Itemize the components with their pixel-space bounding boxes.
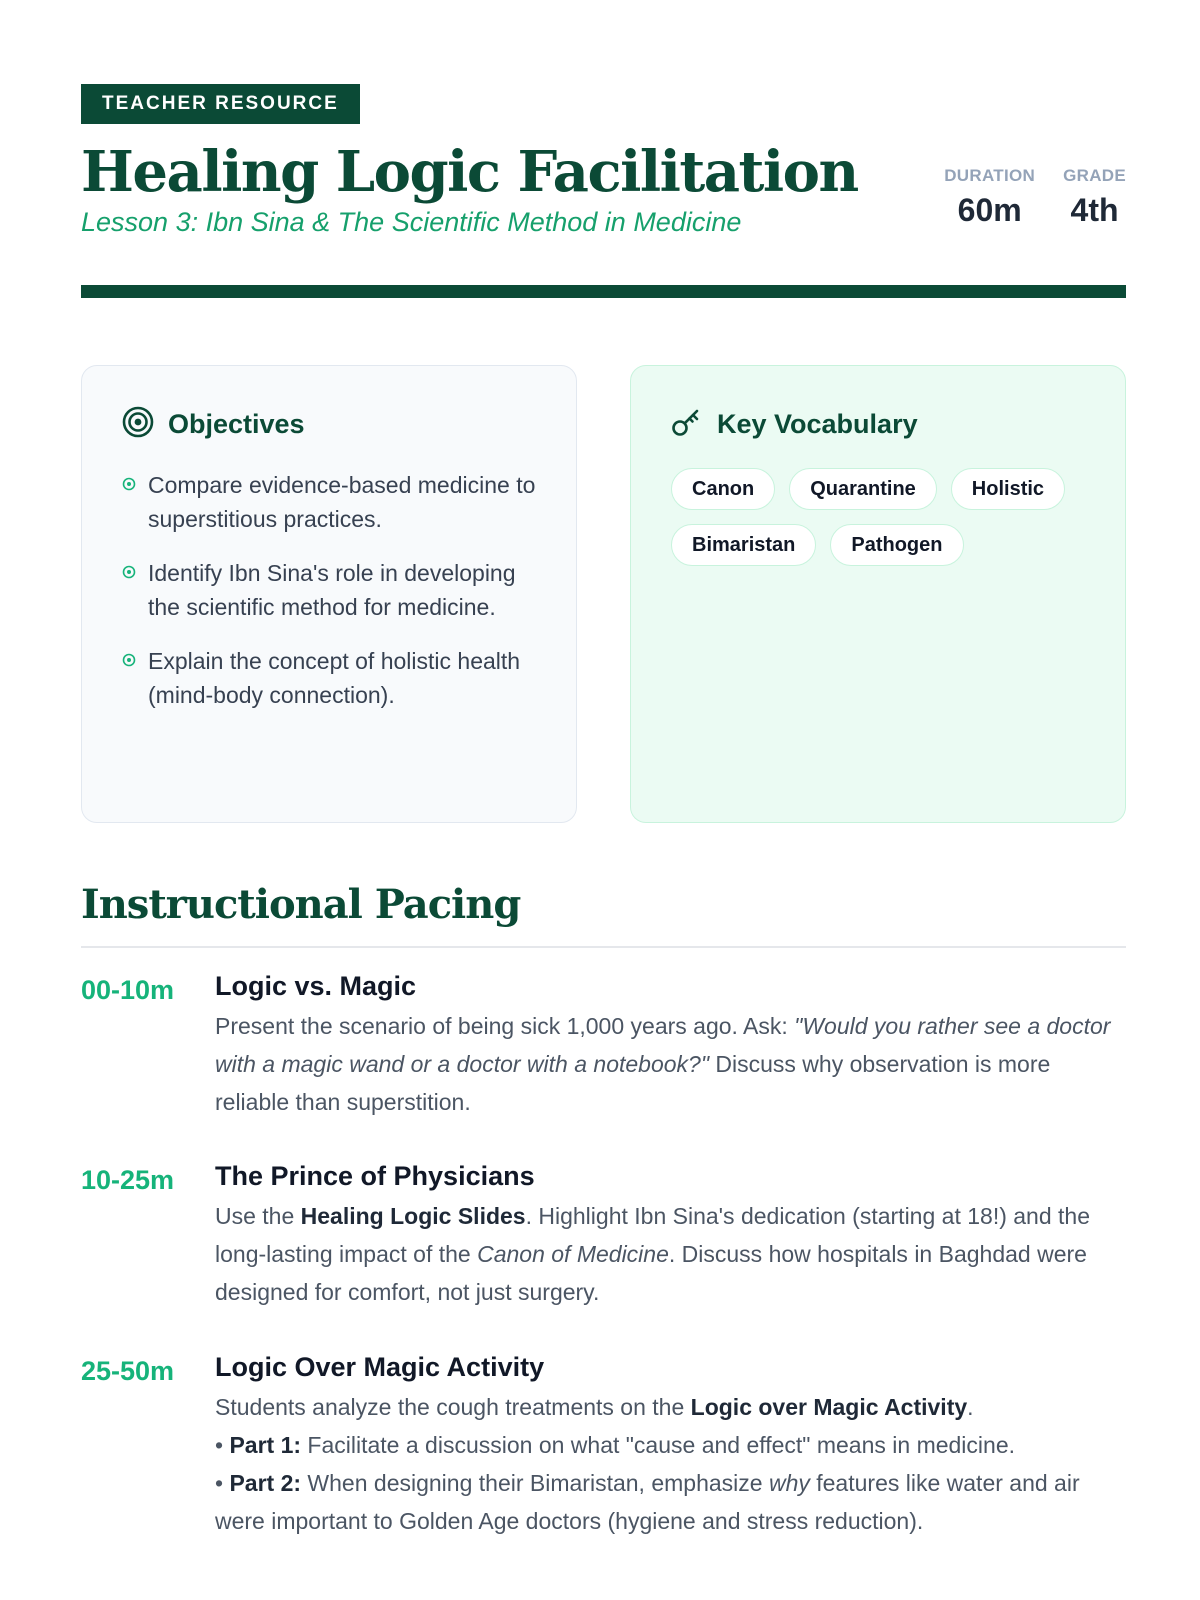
objectives-title: Objectives	[168, 408, 305, 439]
vocab-chip-bimaristan: Bimaristan	[671, 524, 816, 566]
step-description: Present the scenario of being sick 1,000 years ago. Ask: "Would you rather see a doctor with a magic wand or a doctor with a notebook?" Discuss why observation is more reliable than superstition.	[215, 1013, 1111, 1115]
step-part-2: • Part 2: When designing their Bimaristan, emphasize why features like water and air were important to Golden Age doctors (hygiene and stress reduction).	[215, 1470, 1080, 1534]
bullet-circle-icon	[122, 565, 136, 579]
duration-meta	[944, 166, 1035, 229]
grade-value: 4th	[1070, 192, 1119, 228]
vocab-chip-pathogen: Pathogen	[830, 524, 963, 566]
bullet-circle-icon	[122, 653, 136, 667]
step-time: 25-50m	[81, 1356, 175, 1386]
vocabulary-title: Key Vocabulary	[717, 408, 918, 439]
vocabulary-card	[630, 365, 1126, 823]
objectives-card	[81, 365, 577, 823]
vocab-chip-holistic: Holistic	[951, 468, 1065, 510]
objective-text: Compare evidence-based medicine to superstitious practices.	[148, 472, 536, 532]
step-title: Logic Over Magic Activity	[215, 1352, 545, 1382]
lesson-meta	[944, 166, 1126, 229]
step-body	[215, 1350, 1125, 1540]
header	[81, 84, 1126, 237]
grade-meta	[1063, 166, 1126, 229]
page-title: Healing Logic Facilitation	[81, 139, 858, 205]
objective-text: Identify Ibn Sina's role in developing the scientific method for medicine.	[148, 560, 516, 620]
objectives-list	[122, 468, 536, 712]
duration-value: 60m	[957, 192, 1022, 228]
pacing-title: Instructional Pacing	[81, 881, 521, 928]
step-description: Use the Healing Logic Slides. Highlight Ibn Sina's dedication (starting at 18!) and the long-lasting impact of the Canon of Medicine. Discuss how hospitals in Baghdad were designed for comfort, not just surgery.	[215, 1203, 1090, 1305]
step-body	[215, 1159, 1125, 1311]
objective-text: Explain the concept of holistic health (mind-body connection).	[148, 648, 521, 708]
vocabulary-header	[671, 404, 1085, 444]
step-description: Students analyze the cough treatments on the Logic over Magic Activity.	[215, 1394, 974, 1420]
vocab-chip-canon: Canon	[671, 468, 775, 510]
key-icon	[671, 406, 703, 443]
resource-badge: TEACHER RESOURCE	[81, 84, 360, 124]
grade-label: GRADE	[1063, 166, 1126, 185]
step-time: 10-25m	[81, 1165, 175, 1195]
objectives-header	[122, 404, 536, 444]
step-body	[215, 969, 1125, 1121]
vocabulary-chips	[671, 468, 1091, 566]
step-title: The Prince of Physicians	[215, 1161, 535, 1191]
objective-item	[122, 468, 536, 536]
info-cards	[81, 365, 1126, 823]
lesson-page	[81, 84, 1126, 1534]
target-icon	[122, 406, 154, 443]
step-title: Logic vs. Magic	[215, 971, 417, 1001]
step-part-1: • Part 1: Facilitate a discussion on what "cause and effect" means in medicine.	[215, 1432, 1016, 1458]
lesson-subtitle: Lesson 3: Ibn Sina & The Scientific Method in Medicine	[81, 207, 742, 237]
objective-item	[122, 644, 536, 712]
step-time: 00-10m	[81, 975, 175, 1005]
header-divider	[81, 285, 1126, 298]
vocab-chip-quarantine: Quarantine	[789, 468, 937, 510]
objective-item	[122, 556, 536, 624]
bullet-circle-icon	[122, 477, 136, 491]
duration-label: DURATION	[944, 166, 1036, 185]
pacing-divider	[81, 946, 1126, 948]
